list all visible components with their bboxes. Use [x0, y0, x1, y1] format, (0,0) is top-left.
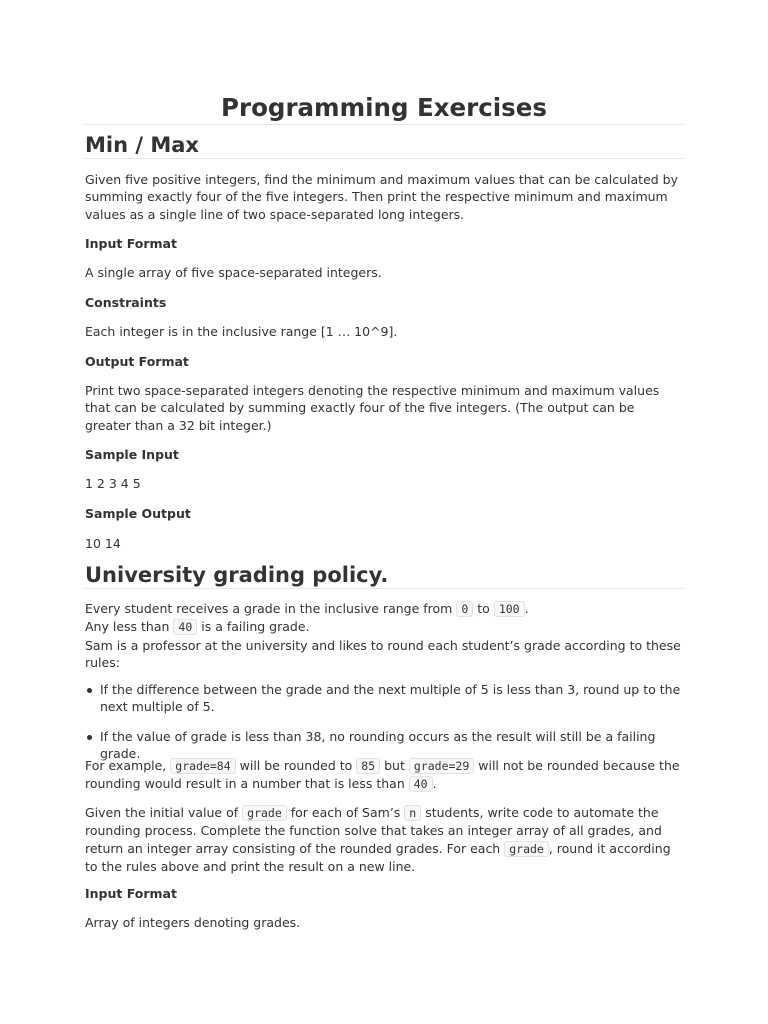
grading-input-format-text: Array of integers denoting grades. [85, 915, 301, 930]
grading-intro-line-1 [85, 600, 683, 618]
page-title: Programming Exercises [221, 93, 547, 122]
bullet-icon [87, 688, 92, 693]
minmax-sample-input-label: Sample Input [85, 447, 179, 462]
minmax-input-format-label: Input Format [85, 236, 177, 251]
grading-intro [85, 600, 683, 672]
list-item [85, 681, 683, 716]
inline-code: 85 [356, 758, 380, 774]
example-text: but [384, 758, 405, 773]
minmax-divider [85, 158, 683, 159]
rule-text: If the difference between the grade and the next multiple of 5 is less than 3, round up to the next multiple of 5. [100, 682, 681, 715]
example-text: For example, [85, 758, 167, 773]
inline-code: 40 [409, 776, 433, 792]
intro-text: . [524, 601, 529, 616]
grading-heading: University grading policy. [85, 563, 389, 587]
inline-code: n [404, 805, 421, 821]
minmax-sample-input-text: 1 2 3 4 5 [85, 476, 141, 491]
minmax-constraints-text: Each integer is in the inclusive range [1 … 10^9]. [85, 324, 398, 339]
minmax-description: Given five positive integers, find the minimum and maximum values that can be calculated by summing exactly four of the five integers. Then print the respective minimum and maximum values as a single line of two space-separated long integers. [85, 172, 678, 222]
inline-code: 0 [456, 601, 473, 617]
inline-code: grade=84 [170, 758, 235, 774]
minmax-output-format-label: Output Format [85, 354, 189, 369]
minmax-constraints-label: Constraints [85, 295, 167, 310]
task-text: for each of Sam’s [290, 805, 401, 820]
example-text: will not be rounded because the rounding would result in a number that is less than [85, 758, 680, 792]
rule-text: If the value of grade is less than 38, no rounding occurs as the result will still be a failing grade. [100, 729, 656, 762]
intro-text: to [477, 601, 490, 616]
intro-text: is a failing grade. [201, 619, 310, 635]
inline-code: grade=29 [409, 758, 474, 774]
minmax-output-format-text: Print two space-separated integers denoting the respective minimum and maximum values that can be calculated by summing exactly four of the five integers. (The output can be greater than a 32 bit integer.) [85, 383, 660, 433]
intro-text: Every student receives a grade in the inclusive range from [85, 601, 453, 616]
example-text: . [432, 776, 437, 792]
task-text: Given the initial value of [85, 805, 239, 820]
intro-text: Any less than [85, 619, 170, 635]
inline-code: grade [242, 805, 287, 821]
inline-code: grade [504, 841, 549, 857]
minmax-sample-output-label: Sample Output [85, 506, 191, 521]
grading-intro-line-3: Sam is a professor at the university and likes to round each student’s grade according to these rules: [85, 637, 681, 671]
inline-code: 40 [173, 619, 197, 635]
task-text: students, write code to automate the rounding process. Complete the function solve that takes an integer array of all grades, and return an integer array consisting of the rounded grades. For each [85, 805, 662, 856]
grading-intro-line-2 [85, 618, 683, 636]
inline-code: 100 [494, 601, 525, 617]
minmax-sample-output-text: 10 14 [85, 536, 121, 551]
example-text: will be rounded to [239, 758, 353, 773]
minmax-heading: Min / Max [85, 133, 199, 157]
grading-input-format-label: Input Format [85, 886, 177, 901]
minmax-input-format-text: A single array of five space-separated integers. [85, 265, 382, 280]
bullet-icon [87, 735, 92, 740]
grading-divider [85, 588, 683, 589]
title-divider [85, 124, 683, 125]
task-text: , round it according to the rules above and print the result on a new line. [85, 840, 671, 875]
grading-task [85, 804, 683, 876]
grading-example [85, 757, 683, 794]
